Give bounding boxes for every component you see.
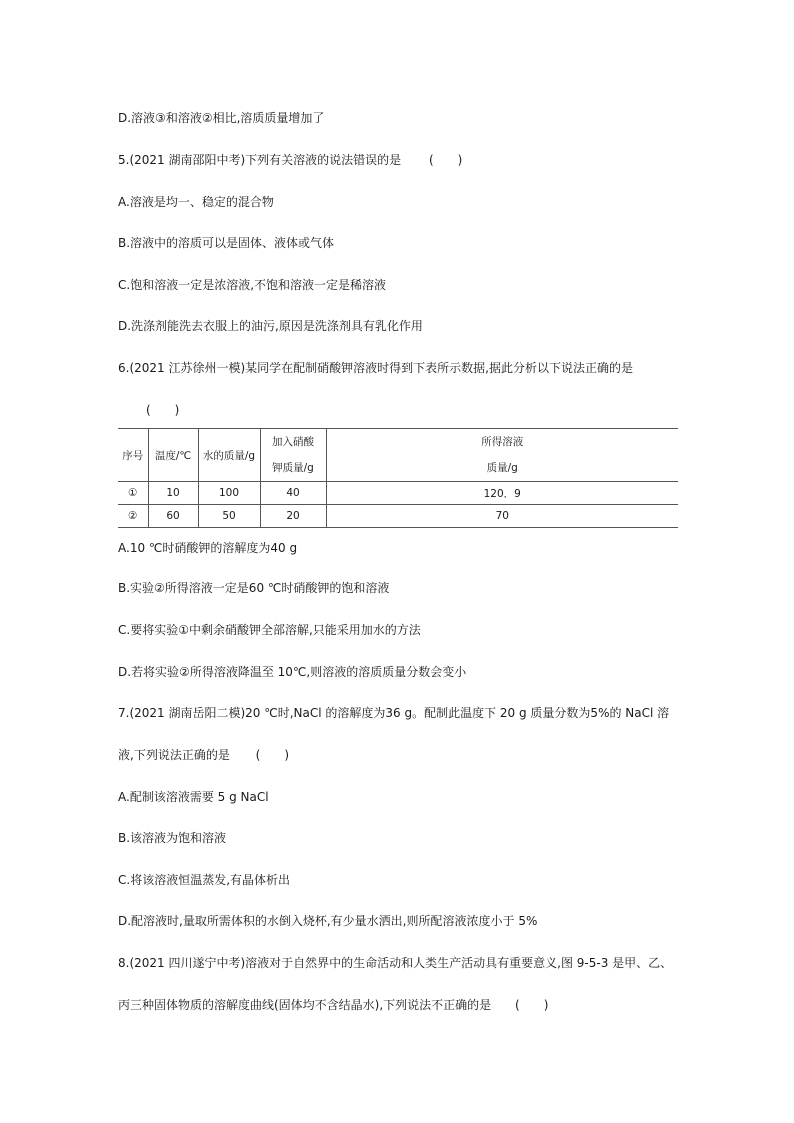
q7-stem-line1: 7.(2021 湖南岳阳二模)20 ℃时,NaCl 的溶解度为36 g。配制此温度下 20 g 质量分数为5%的 NaCl 溶 xyxy=(118,706,670,720)
q7-option-a: A.配制该溶液需要 5 g NaCl xyxy=(118,790,269,804)
q6-option-b: B.实验②所得溶液一定是60 ℃时硝酸钾的饱和溶液 xyxy=(118,581,390,595)
q8-stem-line2-text: 丙三种固体物质的溶解度曲线(固体均不含结晶水),下列说法不正确的是 xyxy=(118,998,492,1012)
q6-option-a: A.10 ℃时硝酸钾的溶解度为40 g xyxy=(118,541,298,555)
q5-stem-text: 5.(2021 湖南邵阳中考)下列有关溶液的说法错误的是 xyxy=(118,153,402,167)
q6-data-table xyxy=(118,428,678,528)
header-index: 序号 xyxy=(118,429,148,482)
header-solution-mass xyxy=(326,429,678,482)
q7-answer-paren: ( ) xyxy=(255,748,290,762)
q7-option-d: D.配溶液时,量取所需体积的水倒入烧杯,有少量水洒出,则所配溶液浓度小于 5% xyxy=(118,914,538,928)
header-kno3-mass xyxy=(260,429,326,482)
q6-option-c: C.要将实验①中剩余硝酸钾全部溶解,只能采用加水的方法 xyxy=(118,623,421,637)
q8-answer-paren: ( ) xyxy=(515,998,549,1012)
q5-option-c: C.饱和溶液一定是浓溶液,不饱和溶液一定是稀溶液 xyxy=(118,278,387,292)
cell-kno3-mass: 40 xyxy=(260,482,326,505)
header-kno3-mass-line1: 加入硝酸 xyxy=(272,436,314,448)
header-kno3-mass-line2: 钾质量/g xyxy=(272,462,314,474)
header-temperature: 温度/℃ xyxy=(148,429,198,482)
q4-option-d: D.溶液③和溶液②相比,溶质质量增加了 xyxy=(118,111,325,125)
q7-stem-line2-text: 液,下列说法正确的是 xyxy=(118,748,230,762)
q6-answer-paren: ( ) xyxy=(146,403,180,417)
header-water-mass: 水的质量/g xyxy=(198,429,260,482)
q8-stem-line2 xyxy=(118,997,548,1013)
q8-stem-line1: 8.(2021 四川遂宁中考)溶液对于自然界中的生命活动和人类生产活动具有重要意义,图 9-5-3 是甲、乙、 xyxy=(118,956,673,970)
q5-option-d: D.洗涤剂能洗去衣服上的油污,原因是洗涤剂具有乳化作用 xyxy=(118,319,423,333)
q6-stem: 6.(2021 江苏徐州一模)某同学在配制硝酸钾溶液时得到下表所示数据,据此分析以下说法正确的是 xyxy=(118,361,633,375)
q5-option-a: A.溶液是均一、稳定的混合物 xyxy=(118,195,274,209)
header-solution-mass-line1: 所得溶液 xyxy=(481,436,524,448)
cell-temperature: 10 xyxy=(148,482,198,505)
table-row xyxy=(118,505,678,528)
q7-option-b: B.该溶液为饱和溶液 xyxy=(118,831,227,845)
cell-water-mass: 50 xyxy=(198,505,260,528)
q5-answer-paren: ( ) xyxy=(429,153,463,167)
q7-stem-line2 xyxy=(118,747,289,763)
table-row xyxy=(118,482,678,505)
cell-index: ② xyxy=(118,505,148,528)
cell-solution-mass: 70 xyxy=(326,505,678,528)
cell-index: ① xyxy=(118,482,148,505)
cell-kno3-mass: 20 xyxy=(260,505,326,528)
q6-option-d: D.若将实验②所得溶液降温至 10℃,则溶液的溶质质量分数会变小 xyxy=(118,665,467,679)
cell-temperature: 60 xyxy=(148,505,198,528)
q7-option-c: C.将该溶液恒温蒸发,有晶体析出 xyxy=(118,873,291,887)
table-header-row xyxy=(118,429,678,482)
cell-water-mass: 100 xyxy=(198,482,260,505)
q5-stem xyxy=(118,152,462,168)
cell-solution-mass: 120．9 xyxy=(326,482,678,505)
header-solution-mass-line2: 质量/g xyxy=(486,462,518,474)
q5-option-b: B.溶液中的溶质可以是固体、液体或气体 xyxy=(118,236,335,250)
